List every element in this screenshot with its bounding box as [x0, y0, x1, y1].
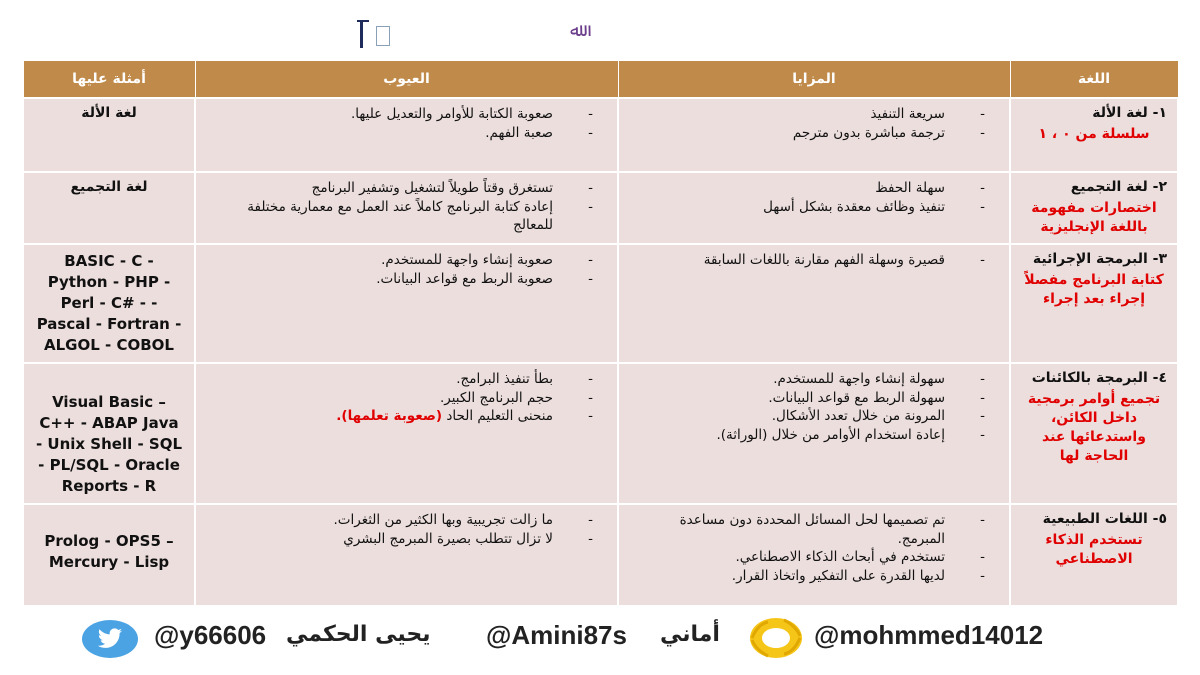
language-cell [1010, 172, 1178, 244]
examples-text: BASIC - C - Python - PHP - Perl - C# - - Pascal - Fortran - ALGOL - COBOL [36, 252, 182, 354]
language-description: كتابة البرنامج مفصلاً إجراء بعد إجراء [1024, 272, 1164, 307]
language-cell [1010, 98, 1178, 172]
examples-text: لغة التجميع [70, 179, 148, 195]
language-cell [1010, 504, 1178, 606]
author-name: يحيى الحكمي [286, 622, 431, 647]
examples-cell [23, 363, 195, 504]
cons-cell [195, 172, 618, 244]
pros-cell [618, 172, 1010, 244]
pros-cell [618, 504, 1010, 606]
pros-item: - سريعة التنفيذ [629, 105, 985, 124]
author-name-2: أماني [660, 622, 720, 647]
cons-item: - إعادة كتابة البرنامج كاملاً عند العمل مع معمارية مختلفة للمعالج [206, 198, 593, 235]
examples-cell [23, 504, 195, 606]
pros-item: - لديها القدرة على التفكير واتخاذ القرار. [629, 567, 985, 586]
twitter-icon [82, 620, 138, 658]
cons-item-text: منحنى التعليم الحاد [446, 408, 553, 425]
cons-item: - صعوبة الربط مع قواعد البيانات. [206, 270, 593, 289]
pros-cell [618, 98, 1010, 172]
language-name: ٢- لغة التجميع [1070, 179, 1167, 195]
text-cursor-mark [360, 22, 369, 48]
snapchat-handle: @mohmmed14012 [814, 620, 1044, 650]
table-header-row [23, 61, 1178, 99]
language-description: سلسلة من ٠ ، ١ [1038, 126, 1150, 142]
table-row [23, 363, 1178, 504]
cons-item: - لا تزال تتطلب بصيرة المبرمج البشري [206, 530, 593, 549]
pros-item: - سهلة الحفظ [629, 179, 985, 198]
language-description: تجميع أوامر برمجية داخل الكائن، واستدعائها عند الحاجة لها [1027, 391, 1161, 464]
twitter-handle-2: @Amini87s [486, 620, 627, 650]
cons-item: - بطأ تنفيذ البرامج. [206, 370, 593, 389]
examples-cell [23, 172, 195, 244]
examples-text: Prolog - OPS5 – Mercury - Lisp [44, 532, 174, 571]
cons-item: - صعبة الفهم. [206, 124, 593, 143]
empty-box-mark [376, 26, 390, 46]
examples-cell [23, 98, 195, 172]
cons-cell [195, 244, 618, 363]
pros-item: - المرونة من خلال تعدد الأشكال. [629, 407, 985, 426]
pros-item: - سهولة الربط مع قواعد البيانات. [629, 389, 985, 408]
languages-table [22, 60, 1179, 607]
table-row [23, 504, 1178, 606]
language-description: اختصارات مفهومة باللغة الإنجليزية [1031, 200, 1157, 235]
cons-item [206, 407, 593, 426]
language-name: ٥- اللغات الطبيعية [1042, 511, 1167, 527]
header-examples: أمثلة عليها [23, 61, 195, 99]
language-name: ١- لغة الألة [1092, 105, 1167, 121]
cons-item: - صعوبة الكتابة للأوامر والتعديل عليها. [206, 105, 593, 124]
table-row [23, 244, 1178, 363]
header-pros: المزايا [618, 61, 1010, 99]
pros-cell [618, 244, 1010, 363]
pros-item: - تم تصميمها لحل المسائل المحددة دون مساعدة المبرمج. [629, 511, 985, 548]
table-row [23, 172, 1178, 244]
footer-credits [0, 612, 1200, 668]
cons-cell [195, 363, 618, 504]
cons-item: - تستغرق وقتاً طويلاً لتشغيل وتشفير البرنامج [206, 179, 593, 198]
cons-item: - ما زالت تجريبية وبها الكثير من الثغرات. [206, 511, 593, 530]
twitter-handle: @y66606 [154, 620, 267, 650]
cons-cell [195, 504, 618, 606]
language-name: ٣- البرمجة الإجرائية [1032, 251, 1167, 267]
examples-text: لغة الألة [81, 105, 137, 121]
pros-item: - قصيرة وسهلة الفهم مقارنة باللغات السابقة [629, 251, 985, 270]
pros-item: - سهولة إنشاء واجهة للمستخدم. [629, 370, 985, 389]
cons-item: - صعوبة إنشاء واجهة للمستخدم. [206, 251, 593, 270]
language-name: ٤- البرمجة بالكائنات [1031, 370, 1167, 386]
pros-item: - إعادة استخدام الأوامر من خلال (الوراثة). [629, 426, 985, 445]
pros-cell [618, 363, 1010, 504]
pros-item: - ترجمة مباشرة بدون مترجم [629, 124, 985, 143]
cons-cell [195, 98, 618, 172]
examples-text: Visual Basic – C++ - ABAP Java - Unix Shell - SQL - PL/SQL - Oracle Reports - R [35, 393, 183, 495]
header-cons: العيوب [195, 61, 618, 99]
pros-item: - تستخدم في أبحاث الذكاء الاصطناعي. [629, 548, 985, 567]
language-cell [1010, 363, 1178, 504]
language-cell [1010, 244, 1178, 363]
pros-item: - تنفيذ وظائف معقدة بشكل أسهل [629, 198, 985, 217]
language-description: تستخدم الذكاء الاصطناعي [1045, 532, 1143, 567]
cons-item-highlight: (صعوبة تعلمها). [336, 408, 443, 425]
header-language: اللغة [1010, 61, 1178, 99]
table-row [23, 98, 1178, 172]
top-mark: ﷲ [570, 20, 581, 41]
cons-item: - حجم البرنامج الكبير. [206, 389, 593, 408]
snapchat-icon [748, 616, 804, 660]
examples-cell [23, 244, 195, 363]
